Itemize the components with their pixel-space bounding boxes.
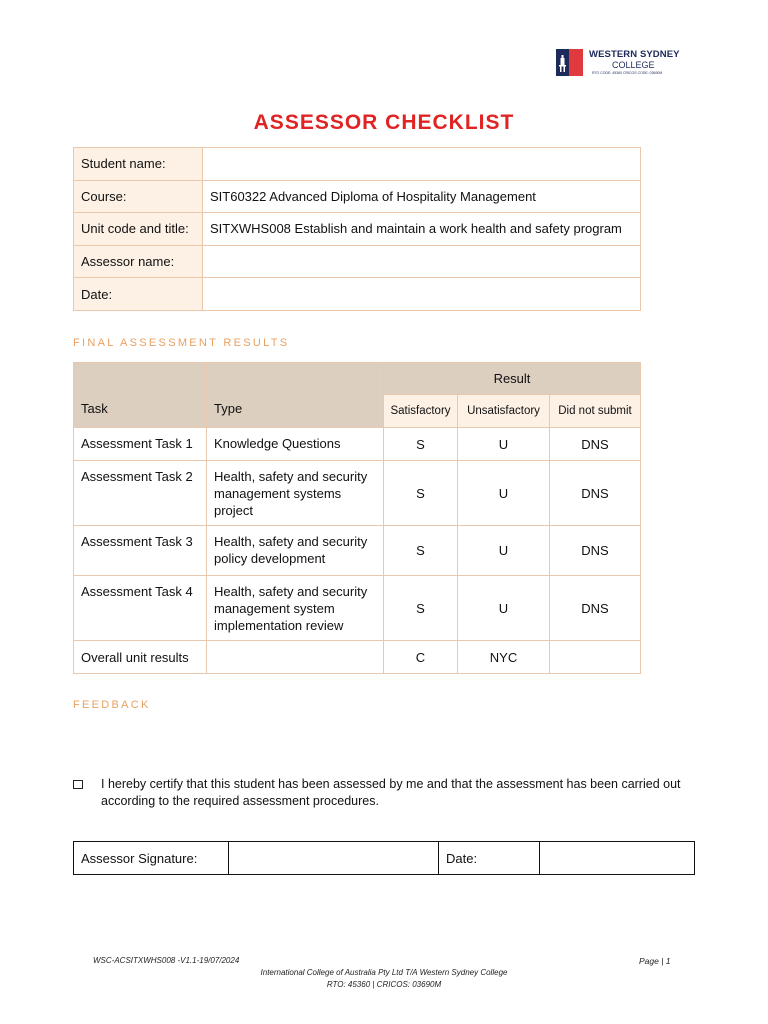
assessor-name-value[interactable] [203,245,641,278]
type-cell: Health, safety and security policy development [207,526,384,576]
table-row [74,278,641,311]
table-row [74,576,641,641]
task-cell: Assessment Task 4 [74,576,207,641]
table-row [74,180,641,213]
assessor-name-label: Assessor name: [74,245,203,278]
dns-option[interactable]: DNS [550,526,641,576]
figure-icon [559,55,566,72]
certify-checkbox[interactable] [73,780,83,789]
task-cell: Assessment Task 2 [74,461,207,526]
table-row [74,526,641,576]
competent-option[interactable]: C [384,641,458,674]
certification [73,776,693,809]
signature-date-label: Date: [439,842,540,875]
satisfactory-option[interactable]: S [384,526,458,576]
satisfactory-option[interactable]: S [384,576,458,641]
type-cell: Health, safety and security management systems project [207,461,384,526]
dns-header: Did not submit [550,395,641,428]
task-cell: Assessment Task 1 [74,428,207,461]
type-cell: Knowledge Questions [207,428,384,461]
satisfactory-option[interactable]: S [384,461,458,526]
logo-mark-icon [556,49,583,76]
task-header: Task [74,363,207,428]
type-header: Type [207,363,384,428]
unsatisfactory-option[interactable]: U [458,461,550,526]
table-row [74,213,641,246]
signature-table [73,841,695,875]
results-heading: FINAL ASSESSMENT RESULTS [73,337,290,349]
college-logo [556,48,680,78]
dns-option[interactable]: DNS [550,576,641,641]
logo-line2: COLLEGE [612,60,655,70]
dns-option[interactable]: DNS [550,461,641,526]
table-row [74,428,641,461]
overall-empty-cell [550,641,641,674]
logo-line1: WESTERN SYDNEY [589,49,680,60]
table-row [74,842,695,875]
unsatisfactory-option[interactable]: U [458,576,550,641]
course-label: Course: [74,180,203,213]
unit-label: Unit code and title: [74,213,203,246]
satisfactory-header: Satisfactory [384,395,458,428]
student-info-table [73,147,641,311]
feedback-heading: FEEDBACK [73,699,151,711]
logo-line3: RTO CODE: 45360 CRICOS CODE: 03690M [592,71,663,75]
signature-date-field[interactable] [540,842,695,875]
table-row [74,148,641,181]
footer-rto: RTO: 45360 | CRICOS: 03690M [326,980,442,989]
page-title: ASSESSOR CHECKLIST [253,111,515,134]
page-number: Page | 1 [639,956,671,966]
unsatisfactory-option[interactable]: U [458,428,550,461]
not-yet-competent-option[interactable]: NYC [458,641,550,674]
satisfactory-option[interactable]: S [384,428,458,461]
table-row [74,461,641,526]
task-cell: Overall unit results [74,641,207,674]
assessor-signature-field[interactable] [229,842,439,875]
unsatisfactory-option[interactable]: U [458,526,550,576]
certify-text: I hereby certify that this student has been assessed by me and that the assessment has been carried out according to the required assessment procedures. [101,777,681,808]
unsatisfactory-header: Unsatisfactory [458,395,550,428]
type-cell [207,641,384,674]
document-code: WSC-ACSITXWHS008 -V1.1-19/07/2024 [93,956,240,965]
assessment-results-table [73,362,641,674]
unit-value: SITXWHS008 Establish and maintain a work health and safety program [203,213,641,246]
assessor-signature-label: Assessor Signature: [74,842,229,875]
result-header: Result [384,363,641,395]
date-value[interactable] [203,278,641,311]
task-cell: Assessment Task 3 [74,526,207,576]
table-row [74,641,641,674]
dns-option[interactable]: DNS [550,428,641,461]
table-row [74,245,641,278]
student-name-label: Student name: [74,148,203,181]
course-value: SIT60322 Advanced Diploma of Hospitality Management [203,180,641,213]
student-name-value[interactable] [203,148,641,181]
date-label: Date: [74,278,203,311]
type-cell: Health, safety and security management system implementation review [207,576,384,641]
footer-company: International College of Australia Pty Ltd T/A Western Sydney College [260,968,508,977]
